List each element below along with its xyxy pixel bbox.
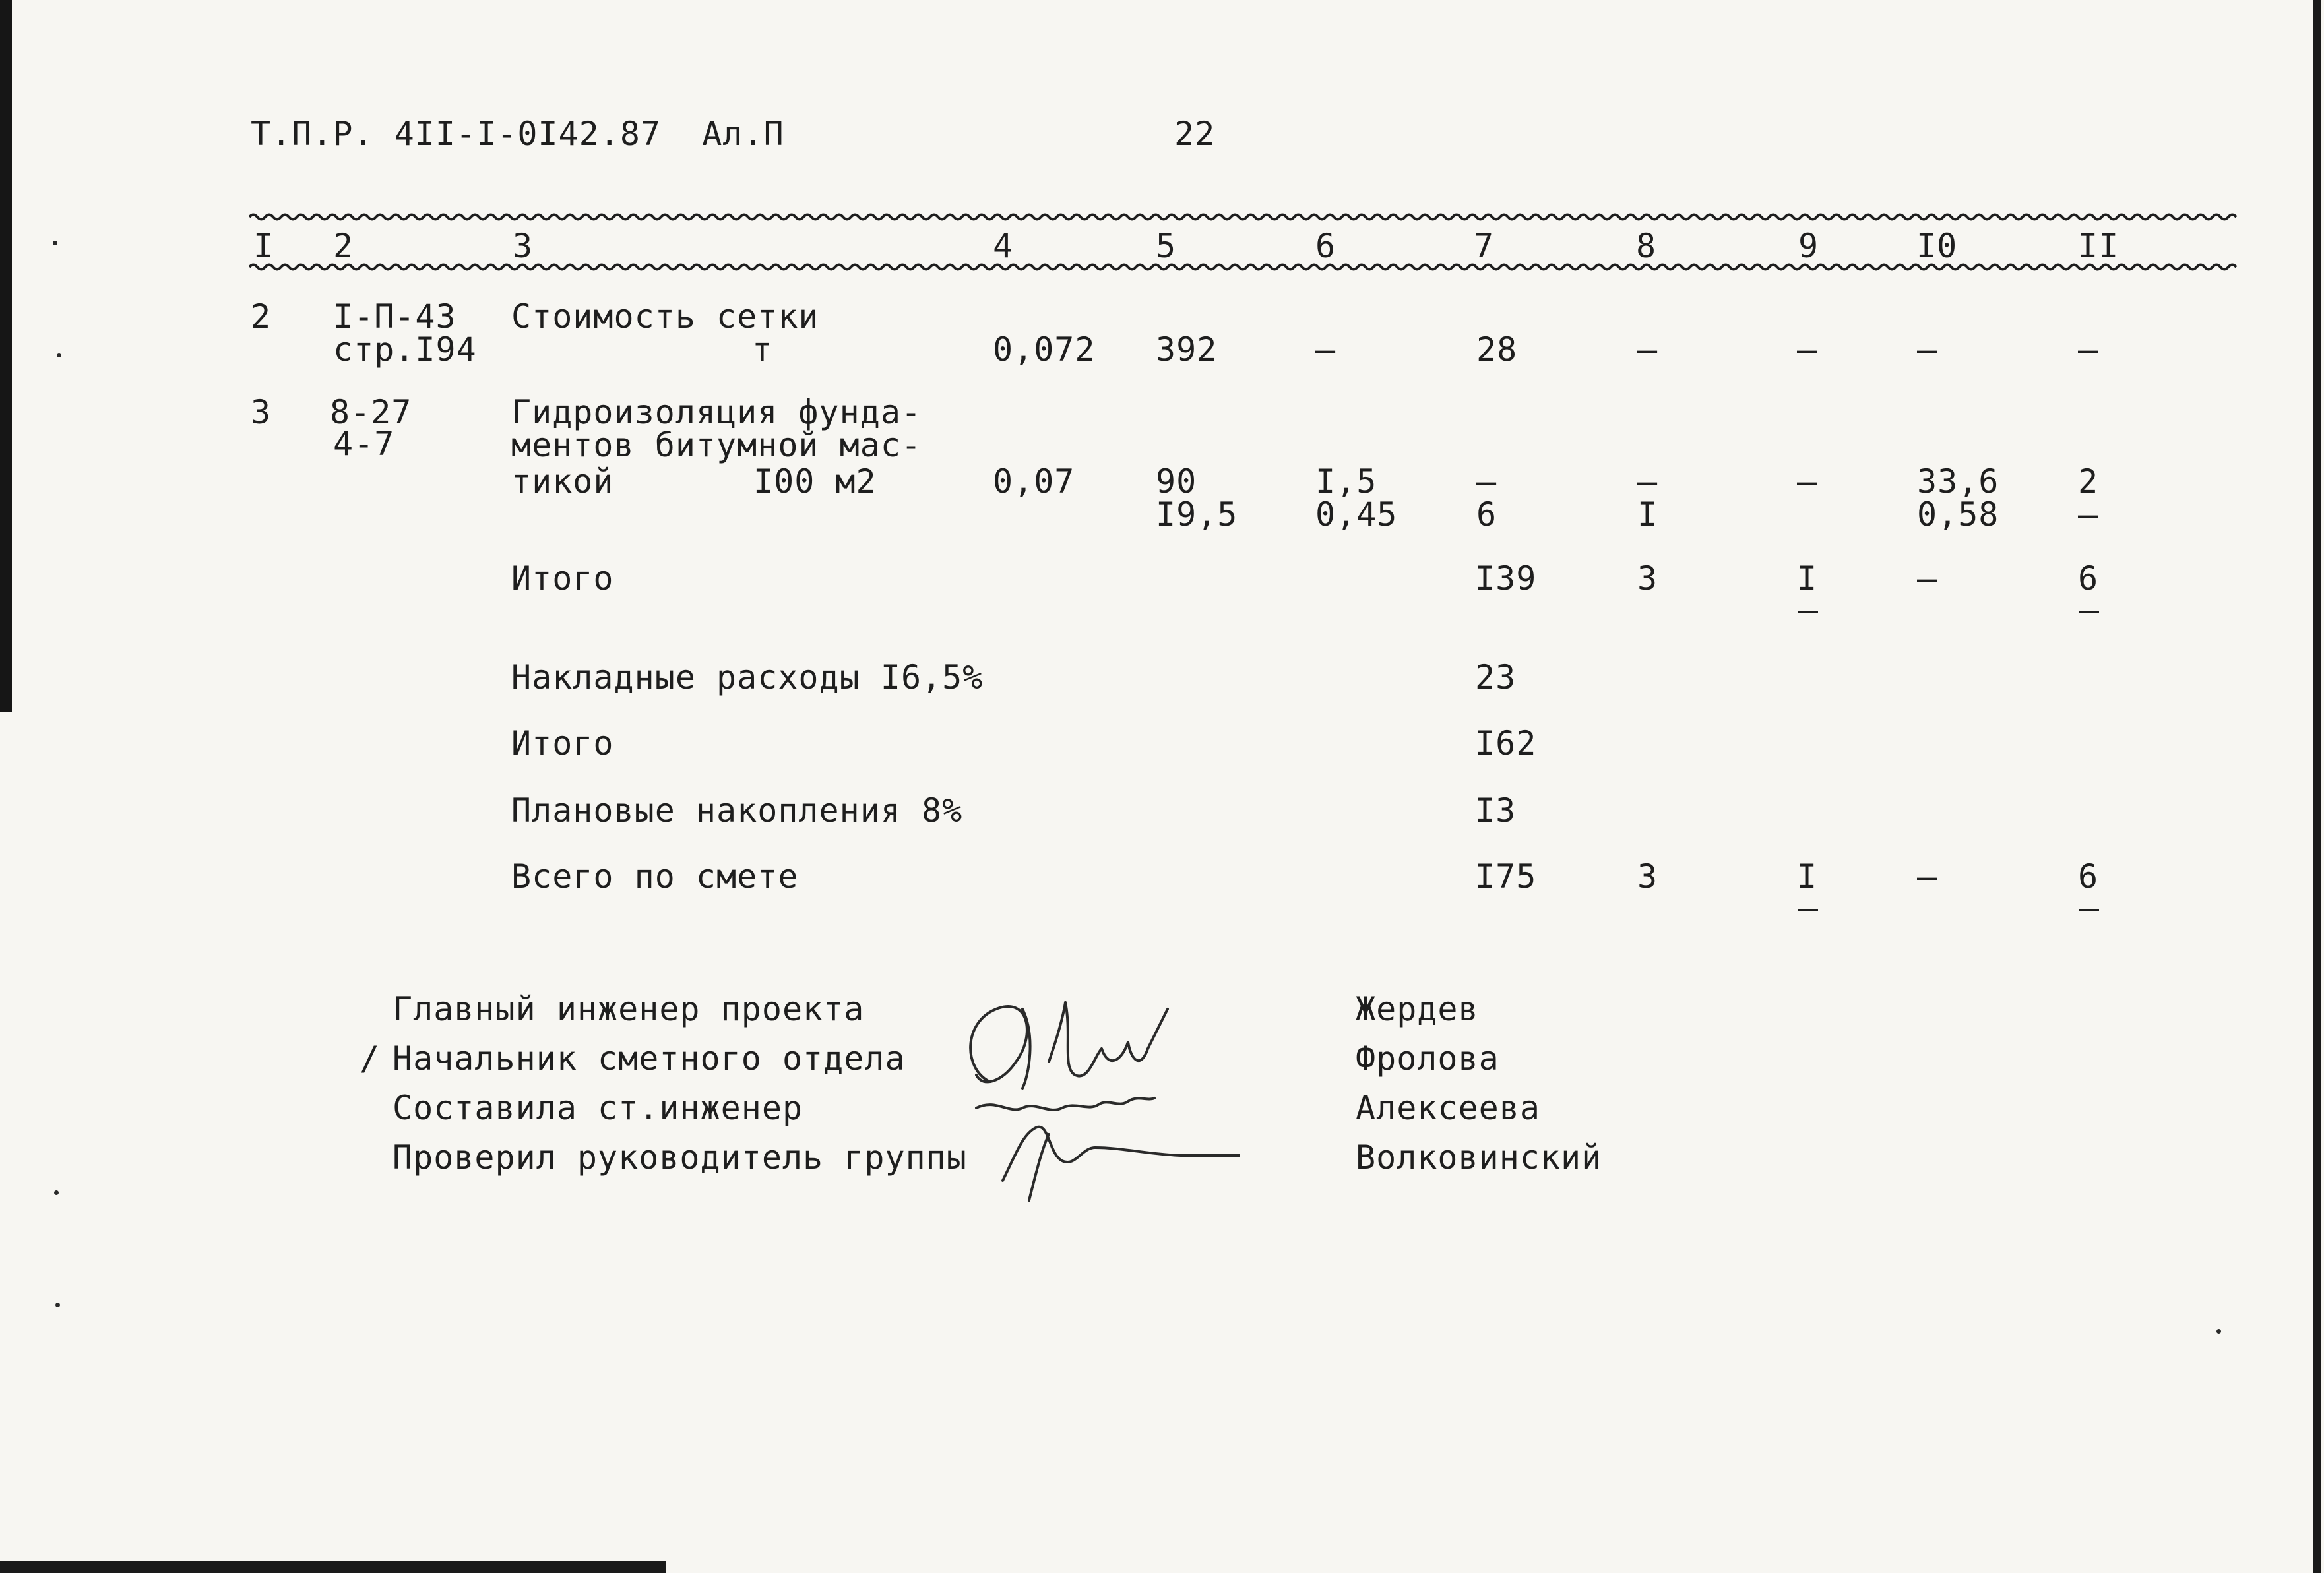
signatory-position: Составила ст.инженер (393, 1089, 803, 1127)
cell-col11: – (2078, 495, 2099, 534)
total-col7: I75 (1475, 857, 1537, 896)
scan-border-left (0, 0, 12, 712)
total-col10: – (1917, 559, 1938, 598)
total-label: Итого (511, 724, 614, 762)
total-col11: 6 (2078, 559, 2099, 598)
norm-code: 4-7 (333, 425, 395, 463)
cell-col8: – (1637, 330, 1658, 369)
cell-col10: 0,58 (1917, 495, 1999, 534)
scan-border-bottom (0, 1561, 666, 1573)
scan-speck (55, 1303, 60, 1307)
cell-col9: – (1797, 330, 1818, 369)
page-number: 22 (1174, 115, 1216, 153)
table-rule-top (249, 212, 2238, 222)
signatory-position: Главный инженер проекта (393, 990, 865, 1028)
row-number: 2 (251, 297, 272, 336)
quantity: 0,07 (993, 462, 1075, 501)
column-header: 5 (1156, 227, 1177, 265)
total-col7: 23 (1475, 658, 1517, 696)
scan-speck (2216, 1329, 2221, 1334)
column-header: 6 (1315, 227, 1336, 265)
cell-col5: I9,5 (1156, 495, 1238, 534)
document-reference: Т.П.Р. 4II-I-0I42.87 Ал.П (251, 115, 784, 153)
total-col7: I39 (1475, 559, 1537, 598)
total-col7: I3 (1475, 791, 1517, 830)
cell-col11: – (2078, 330, 2099, 369)
total-col10: – (1917, 857, 1938, 896)
underscore-mark (1798, 611, 1818, 613)
work-name: ментов битумной мас- (511, 426, 922, 464)
cell-col9: – (1797, 462, 1818, 501)
total-col9: I (1797, 559, 1818, 598)
cell-col11: 2 (2078, 462, 2099, 501)
signatory-name: Волковинский (1356, 1138, 1602, 1177)
norm-code: 8-27 (330, 393, 412, 431)
cell-col10: 33,6 (1917, 462, 1999, 501)
column-header: I0 (1916, 227, 1958, 265)
work-name: тикой (511, 462, 614, 501)
cell-col7: 6 (1476, 495, 1497, 534)
cell-col5: 392 (1156, 330, 1218, 369)
signatory-name: Фролова (1356, 1039, 1499, 1078)
column-header: II (2078, 227, 2120, 265)
margin-mark: / (360, 1039, 381, 1078)
signatory-name: Жердев (1356, 990, 1479, 1028)
signatory-position: Проверил руководитель группы (393, 1138, 967, 1177)
total-label: Плановые накопления 8% (511, 791, 963, 830)
work-name: Гидроизоляция фунда- (511, 393, 922, 431)
unit: т (752, 330, 773, 369)
total-label: Всего по смете (511, 857, 799, 896)
cell-col6: I,5 (1315, 462, 1377, 501)
scan-speck (54, 1190, 59, 1195)
total-label: Итого (511, 559, 614, 598)
scan-border-right (2313, 0, 2321, 1573)
cell-col10: – (1917, 330, 1938, 369)
signatory-name: Алексеева (1356, 1089, 1540, 1127)
scan-speck (53, 241, 57, 245)
cell-col6: 0,45 (1315, 495, 1398, 534)
row-number: 3 (251, 393, 272, 431)
total-col8: 3 (1637, 857, 1658, 896)
cell-col8: – (1637, 462, 1658, 501)
work-name: Стоимость сетки (511, 297, 819, 336)
column-header: 2 (333, 227, 354, 265)
column-header: 8 (1636, 227, 1657, 265)
scan-speck (57, 353, 61, 357)
cell-col5: 90 (1156, 462, 1197, 501)
cell-col7: 28 (1476, 330, 1518, 369)
column-header: 4 (993, 227, 1014, 265)
total-label: Накладные расходы I6,5% (511, 658, 984, 696)
signatory-position: Начальник сметного отдела (393, 1039, 906, 1078)
cell-col8: I (1637, 495, 1658, 534)
total-col8: 3 (1637, 559, 1658, 598)
total-col9: I (1797, 857, 1818, 896)
signature-scribble (950, 983, 1240, 1207)
column-header: 7 (1474, 227, 1495, 265)
unit: I00 м2 (753, 462, 877, 501)
total-col11: 6 (2078, 857, 2099, 896)
underscore-mark (1798, 909, 1818, 911)
norm-code: I-П-43 (333, 297, 456, 336)
column-header: 3 (513, 227, 534, 265)
column-header: 9 (1798, 227, 1819, 265)
underscore-mark (2079, 611, 2099, 613)
cell-col6: – (1315, 330, 1336, 369)
norm-code: стр.I94 (333, 330, 477, 369)
total-col7: I62 (1475, 724, 1537, 762)
cell-col7: – (1476, 462, 1497, 501)
column-header: I (253, 227, 274, 265)
quantity: 0,072 (993, 330, 1096, 369)
underscore-mark (2079, 909, 2099, 911)
